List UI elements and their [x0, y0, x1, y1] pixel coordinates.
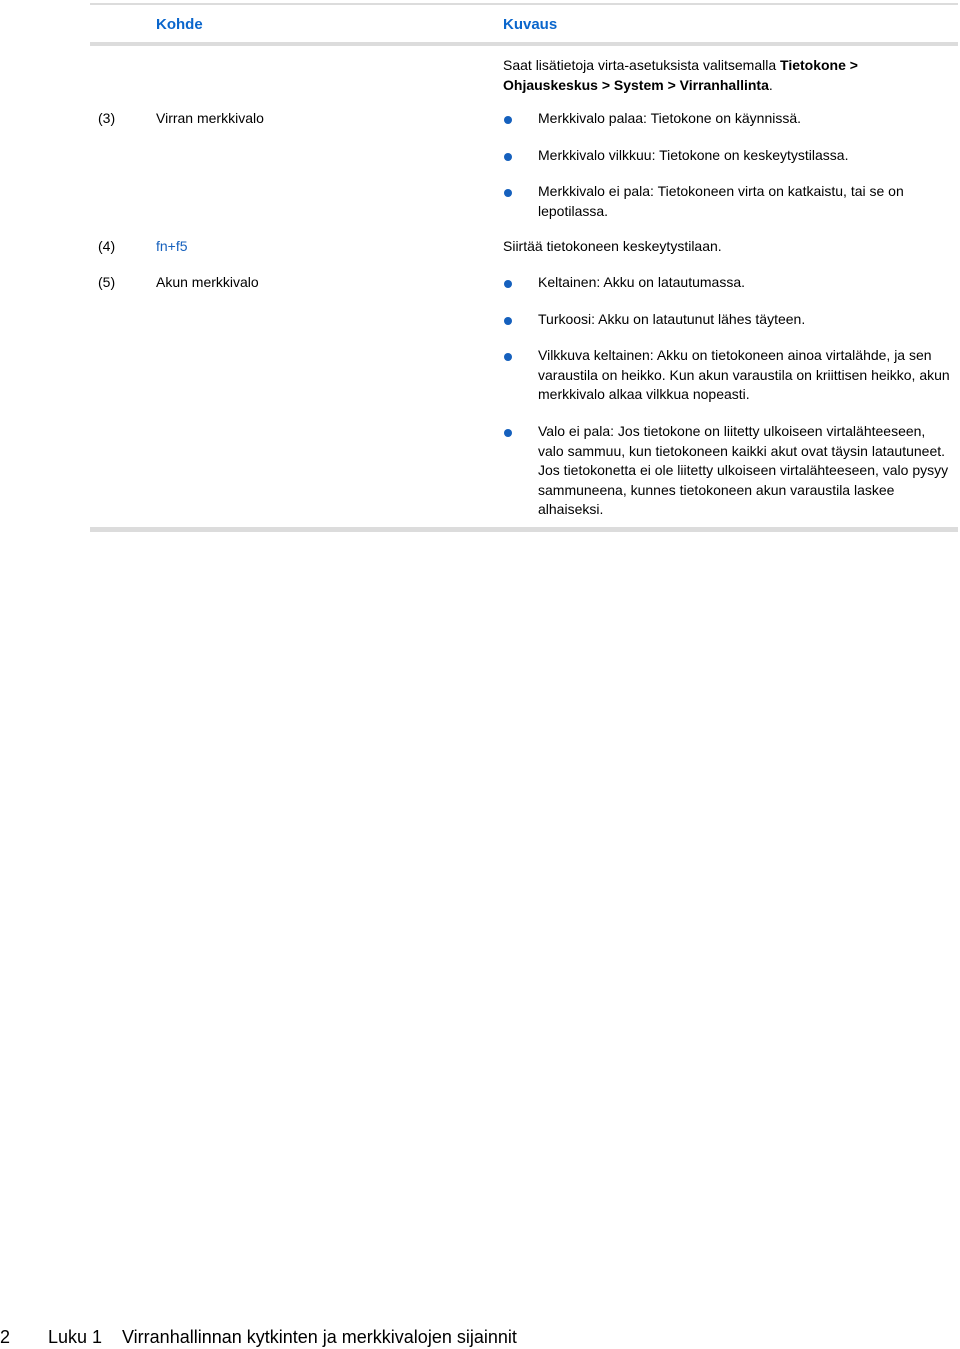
row-3-number: (3): [98, 110, 116, 126]
row-4-item-key: fn+f5: [156, 238, 188, 254]
intro-text: [503, 55, 923, 95]
row-3-bullet-3: Merkkivalo ei pala: Tietokoneen virta on katkaistu, tai se on lepotilassa.: [538, 183, 904, 219]
row-3-bullet-1: Merkkivalo palaa: Tietokone on käynnissä.: [538, 110, 802, 126]
bullet-dot: [504, 317, 512, 325]
table-header-rule: [90, 42, 958, 46]
column-header-kuvaus: Kuvaus: [503, 16, 558, 33]
intro-bold-path-1: Tietokone >: [780, 57, 858, 73]
row-4-number: (4): [98, 238, 116, 254]
table-bottom-rule: [90, 527, 958, 532]
bullet-dot: [504, 280, 512, 288]
row-5-bullet-2: Turkoosi: Akku on latautunut lähes täyteen.: [538, 311, 806, 327]
row-5-bullet-1: Keltainen: Akku on latautumassa.: [538, 274, 746, 290]
intro-text-part: Saat lisätietoja virta-asetuksista valitsemalla: [503, 57, 781, 73]
bullet-dot: [504, 429, 512, 437]
row-3-item: Virran merkkivalo: [156, 110, 264, 126]
bullet-dot: [504, 153, 512, 161]
chapter-label: Luku 1: [48, 1327, 103, 1347]
bullet-dot: [504, 353, 512, 361]
intro-end: .: [768, 77, 773, 93]
bullet-dot: [504, 116, 512, 124]
column-header-kohde: Kohde: [156, 16, 203, 33]
page-number: 2: [0, 1327, 11, 1347]
row-5-item: Akun merkkivalo: [156, 274, 259, 290]
row-5-number: (5): [98, 274, 116, 290]
intro-bold-path-2: Ohjauskeskus > System > Virranhallinta: [503, 77, 769, 93]
row-5-bullet-3: Vilkkuva keltainen: Akku on tietokoneen ainoa virtalähde, ja sen varaustila on heikko. Kun akun varaustila on kriittisen heikko, akun merkkivalo alkaa vilkkua nopeasti.: [538, 347, 950, 402]
row-5-bullet-4: Valo ei pala: Jos tietokone on liitetty ulkoiseen virtalähteeseen, valo sammuu, kun tietokoneen kaikki akut ovat täysin latautuneet. Jos tietokonetta ei ole liitetty ulkoiseen virtalähteeseen, valo pysyy sammuneena, kunnes tietokoneen akun varaustila laskee alhaiseksi.: [538, 423, 949, 517]
bullet-dot: [504, 189, 512, 197]
row-3-bullet-2: Merkkivalo vilkkuu: Tietokone on keskeytystilassa.: [538, 147, 849, 163]
table-top-rule: [90, 3, 958, 5]
chapter-title: Virranhallinnan kytkinten ja merkkivalojen sijainnit: [122, 1327, 517, 1347]
row-4-description: Siirtää tietokoneen keskeytystilaan.: [503, 238, 722, 254]
